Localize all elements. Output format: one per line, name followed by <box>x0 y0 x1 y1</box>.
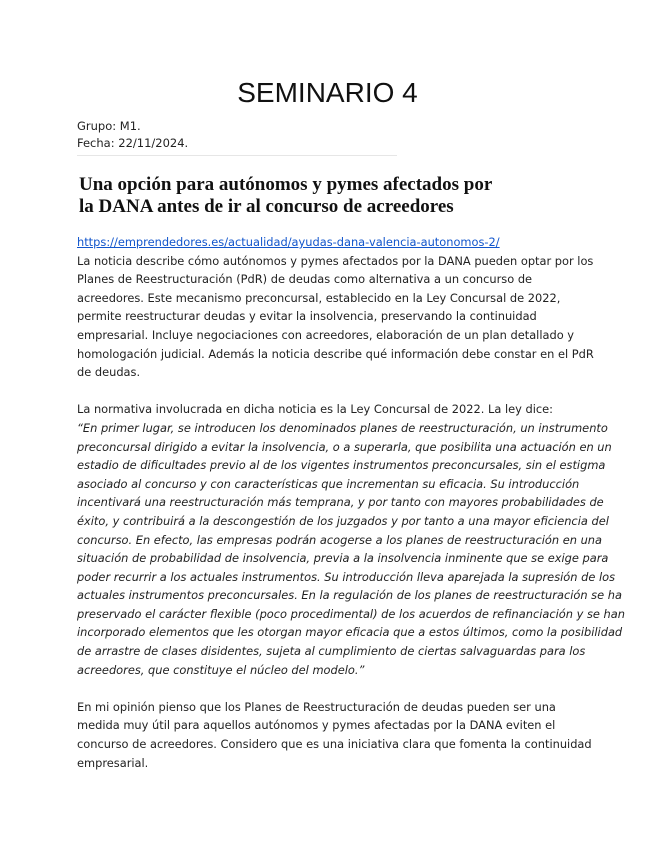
quote-line: éxito, y contribuirá a la descongestión de los juzgados y por tanto a una mayor eficiencia del <box>77 513 609 528</box>
quote-line: situación de probabilidad de insolvencia, previa a la insolvencia inminente que se exige para <box>77 551 609 566</box>
quote-line: incentivará una reestructuración más temprana, y por tanto con mayores probabilidades de <box>77 495 604 510</box>
quote-line: poder recurrir a los actuales instrumentos. Su introducción lleva aparejada la supresión de los <box>77 569 616 584</box>
opinion-line: concurso de acreedores. Considero que es una iniciativa clara que fomenta la continuidad <box>77 737 592 752</box>
summary-line: acreedores. Este mecanismo preconcursal, establecido en la Ley Concursal de 2022, <box>77 290 561 305</box>
quote-line: preservado el carácter flexible (poco procedimental) de los acuerdos de refinanciación y se han <box>77 606 625 621</box>
paragraph-gap <box>77 679 577 698</box>
quote-line: acreedores, que constituye el núcleo del modelo.” <box>77 662 365 677</box>
quote-line: preconcursal dirigido a evitar la insolvencia, o a superarla, que posibilita una actuación en un <box>77 439 612 454</box>
article-headline <box>79 174 579 218</box>
summary-line: de deudas. <box>77 365 141 380</box>
opinion-line: empresarial. <box>77 755 149 770</box>
law-intro: La normativa involucrada en dicha noticia es la Ley Concursal de 2022. La ley dice: <box>77 402 553 417</box>
divider <box>77 155 397 156</box>
opinion-line: medida muy útil para aquellos autónomos y pymes afectadas por la DANA eviten el <box>77 718 556 733</box>
summary-line: empresarial. Incluye negociaciones con acreedores, elaboración de un plan detallado y <box>77 327 575 342</box>
quote-line: asociado al concurso y con características que incrementan su eficacia. Su introducción <box>77 476 580 491</box>
quote-line: de arrastre de clases disidentes, sujeta al cumplimiento de ciertas salvaguardas para los <box>77 644 586 659</box>
law-quote <box>77 419 625 679</box>
document-meta <box>77 118 188 152</box>
summary-line: La noticia describe cómo autónomos y pymes afectados por la DANA pueden optar por los <box>77 253 594 268</box>
quote-line: estadio de dificultades previo al de los vigentes instrumentos preconcursales, sin el estigma <box>77 458 606 473</box>
quote-line: incorporado elementos que les otorgan mayor eficacia que a estos últimos, como la posibilidad <box>77 625 623 640</box>
headline-line: la DANA antes de ir al concurso de acreedores <box>79 196 454 217</box>
headline-line: Una opción para autónomos y pymes afectados por <box>79 174 493 195</box>
paragraph-gap <box>77 382 577 401</box>
quote-line: concurso. En efecto, las empresas podrán acogerse a los planes de reestructuración en una <box>77 532 603 547</box>
document-body <box>77 233 625 772</box>
date-label: Fecha: 22/11/2024. <box>77 136 189 150</box>
group-label: Grupo: M1. <box>77 119 141 133</box>
opinion-paragraph <box>77 698 592 772</box>
quote-line: “En primer lugar, se introducen los denominados planes de reestructuración, un instrumento <box>77 420 608 435</box>
opinion-line: En mi opinión pienso que los Planes de Reestructuración de deudas pueden ser una <box>77 699 556 714</box>
page-title: SEMINARIO 4 <box>237 77 418 108</box>
summary-line: Planes de Reestructuración (PdR) de deudas como alternativa a un concurso de <box>77 272 533 287</box>
quote-line: actuales instrumentos preconcursales. En la regulación de los planes de reestructuración se ha <box>77 588 622 603</box>
article-link[interactable]: https://emprendedores.es/actualidad/ayudas-dana-valencia-autonomos-2/ <box>77 235 500 249</box>
summary-paragraph <box>77 252 594 382</box>
summary-line: homologación judicial. Además la noticia describe qué información debe constar en el PdR <box>77 346 594 361</box>
summary-line: permite reestructurar deudas y evitar la insolvencia, preservando la continuidad <box>77 309 537 324</box>
